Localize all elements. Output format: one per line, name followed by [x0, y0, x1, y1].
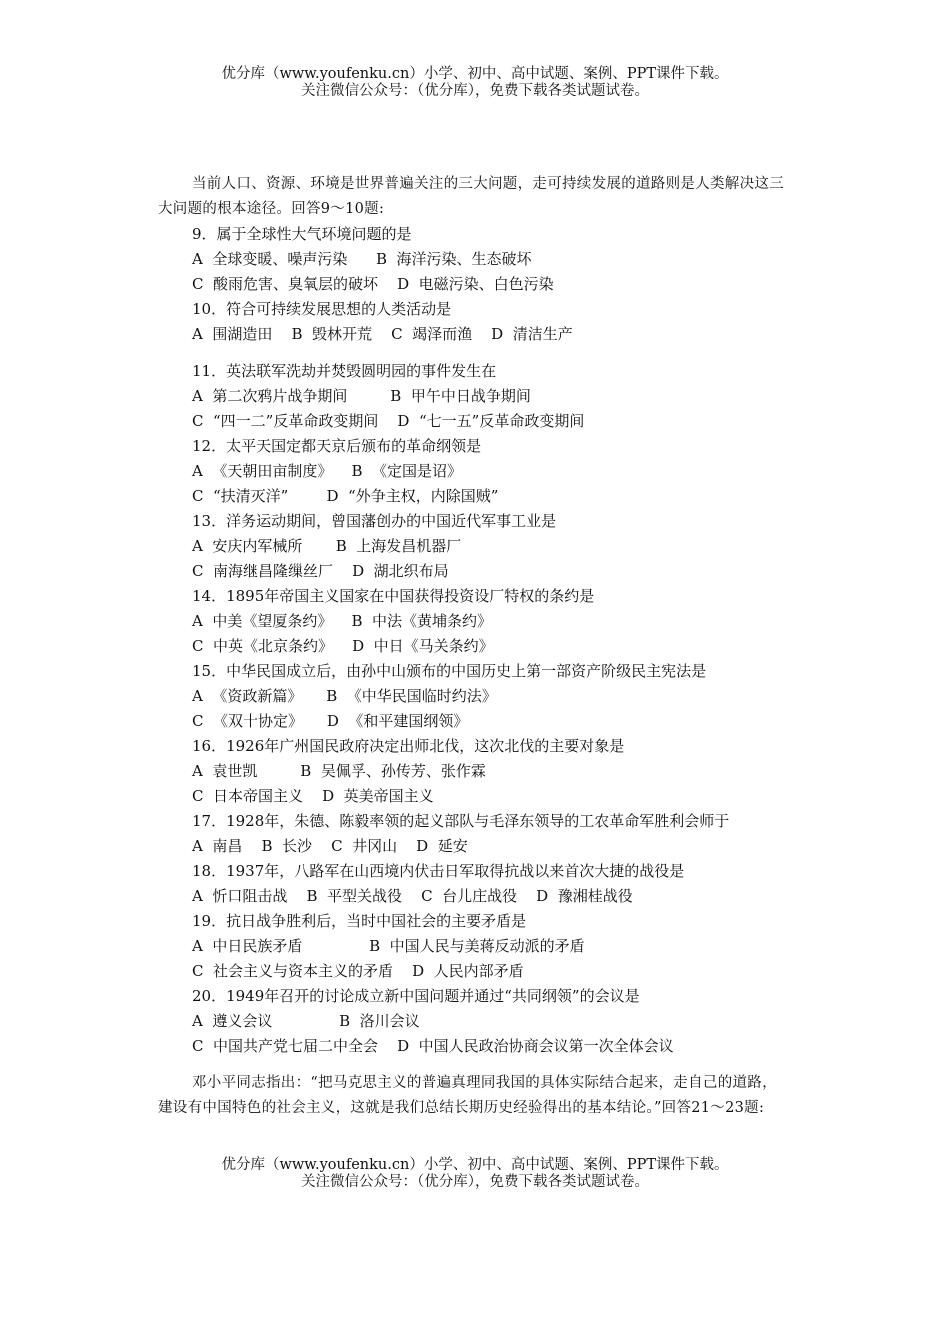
page-header: [0, 66, 950, 100]
answer-options: A 中美《望厦条约》 B 中法《黄埔条约》: [192, 612, 493, 630]
questions-11-20: [158, 359, 788, 1059]
answer-options: A 南昌 B 长沙 C 井冈山 D 延安: [192, 837, 468, 855]
question-stem: 11．英法联军洗劫并焚毁圆明园的事件发生在: [192, 362, 497, 380]
question-stem: 10．符合可持续发展思想的人类活动是: [192, 300, 452, 318]
answer-options: A 第二次鸦片战争期间 B 甲午中日战争期间: [192, 387, 531, 405]
answer-options: A 安庆内军械所 B 上海发昌机器厂: [192, 537, 462, 555]
footer-line-1: 优分库（www.youfenku.cn）小学、初中、高中试题、案例、PPT课件下载。: [221, 1157, 729, 1173]
question-stem: 19．抗日战争胜利后，当时中国社会的主要矛盾是: [192, 912, 527, 930]
answer-options: C “四一二”反革命政变期间 D “七一五”反革命政变期间: [192, 412, 585, 430]
question-stem: 18．1937年，八路军在山西境内伏击日军取得抗战以来首次大捷的战役是: [192, 862, 685, 880]
answer-options: A 全球变暖、噪声污染 B 海洋污染、生态破坏: [192, 250, 532, 268]
answer-options: A 《天朝田亩制度》 B 《定国是诏》: [192, 462, 463, 480]
answer-options: A 忻口阻击战 B 平型关战役 C 台儿庄战役 D 豫湘桂战役: [192, 887, 633, 905]
answer-options: C 《双十协定》 D 《和平建国纲领》: [192, 712, 469, 730]
question-stem: 17．1928年，朱德、陈毅率领的起义部队与毛泽东领导的工农革命军胜利会师于: [192, 812, 730, 830]
answer-options: C 社会主义与资本主义的矛盾 D 人民内部矛盾: [192, 962, 524, 980]
answer-options: C 南海继昌隆缫丝厂 D 湖北织布局: [192, 562, 449, 580]
section-gap: [158, 347, 788, 359]
answer-options: C 中国共产党七届二中全会 D 中国人民政治协商会议第一次全体会议: [192, 1037, 674, 1055]
question-stem: 12．太平天国定都天京后颁布的革命纲领是: [192, 437, 482, 455]
section-gap: [158, 1059, 788, 1071]
answer-options: C “扶清灭洋” D “外争主权，内除国贼”: [192, 487, 499, 505]
footer-line-2: 关注微信公众号：（优分库），免费下载各类试题试卷。: [301, 1174, 649, 1190]
answer-options: A 《资政新篇》 B 《中华民国临时约法》: [192, 687, 497, 705]
intro-paragraph: 当前人口、资源、环境是世界普遍关注的三大问题，走可持续发展的道路则是人类解决这三大问题的根本途径。回答9～10题:: [158, 176, 784, 217]
answer-options: C 中英《北京条约》 D 中日《马关条约》: [192, 637, 494, 655]
question-stem: 15．中华民国成立后，由孙中山颁布的中国历史上第一部资产阶级民主宪法是: [192, 662, 707, 680]
question-stem: 9．属于全球性大气环境问题的是: [192, 225, 412, 243]
answer-options: A 袁世凯 B 吴佩孚、孙传芳、张作霖: [192, 762, 486, 780]
question-stem: 13．洋务运动期间，曾国藩创办的中国近代军事工业是: [192, 512, 557, 530]
answer-options: A 围湖造田 B 毁林开荒 C 竭泽而渔 D 清洁生产: [192, 325, 573, 343]
header-line-2: 关注微信公众号：（优分库），免费下载各类试题试卷。: [301, 83, 649, 99]
answer-options: C 日本帝国主义 D 英美帝国主义: [192, 787, 434, 805]
answer-options: C 酸雨危害、臭氧层的破坏 D 电磁污染、白色污染: [192, 275, 554, 293]
question-stem: 20．1949年召开的讨论成立新中国问题并通过“共同纲领”的会议是: [192, 987, 640, 1005]
header-line-1: 优分库（www.youfenku.cn）小学、初中、高中试题、案例、PPT课件下载。: [221, 66, 729, 82]
questions-9-10: [158, 222, 788, 347]
page-footer: [0, 1157, 950, 1191]
question-stem: 14．1895年帝国主义国家在中国获得投资设厂特权的条约是: [192, 587, 595, 605]
question-stem: 16．1926年广州国民政府决定出师北伐，这次北伐的主要对象是: [192, 737, 625, 755]
question-content: [158, 172, 788, 1121]
answer-options: A 遵义会议 B 洛川会议: [192, 1012, 420, 1030]
outro-paragraph: 邓小平同志指出：“把马克思主义的普遍真理同我国的具体实际结合起来，走自己的道路，建设有中国特色的社会主义，这就是我们总结长期历史经验得出的基本结论。”回答21～23题:: [158, 1075, 777, 1116]
answer-options: A 中日民族矛盾 B 中国人民与美蒋反动派的矛盾: [192, 937, 585, 955]
